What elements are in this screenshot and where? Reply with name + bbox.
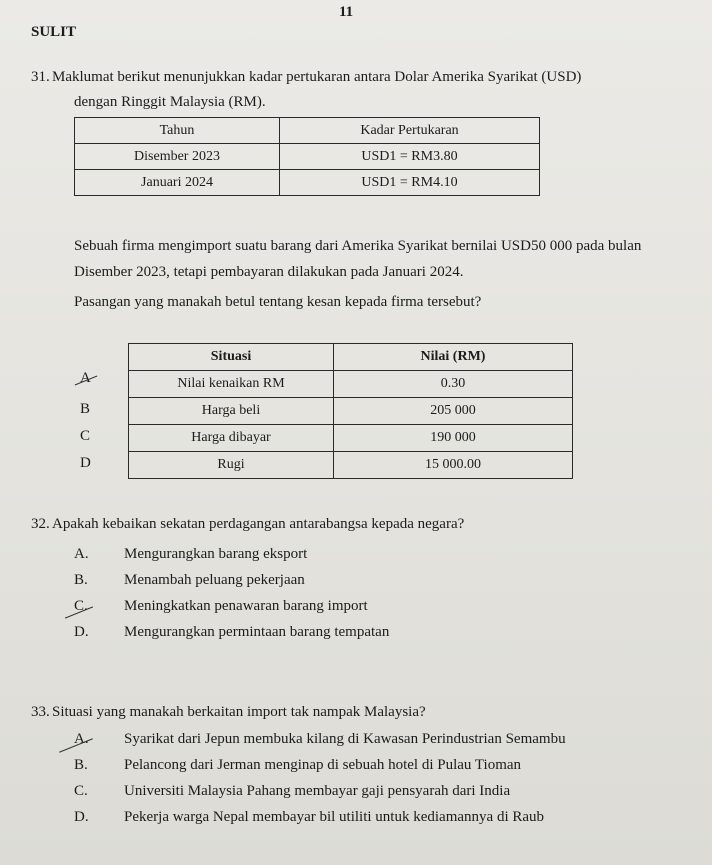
rate-table-cell: USD1 = RM4.10 [280,170,540,196]
options-table-cell: Nilai kenaikan RM [129,371,334,398]
table-row [75,170,540,196]
q31-option-a-letter[interactable]: A [80,370,91,386]
q33-option-c-text[interactable]: Universiti Malaysia Pahang membayar gaji pensyarah dari India [124,783,511,799]
table-row [129,371,573,398]
table-row [129,452,573,479]
q31-stem-line1: Maklumat berikut menunjukkan kadar pertukaran antara Dolar Amerika Syarikat (USD) [52,69,582,85]
q32-option-d-letter[interactable]: D. [74,624,89,640]
options-table-cell: 15 000.00 [334,452,573,479]
q33-option-d-text[interactable]: Pekerja warga Nepal membayar bil utiliti untuk kediamannya di Raub [124,809,545,825]
exchange-rate-table [74,117,540,196]
q33-stem: Situasi yang manakah berkaitan import tak nampak Malaysia? [52,704,426,720]
q32-option-b-letter[interactable]: B. [74,572,88,588]
options-table-cell: 205 000 [334,398,573,425]
options-table [128,343,573,479]
q33-number: 33. [31,704,50,720]
q32-number: 32. [31,516,50,532]
q31-option-d-letter[interactable]: D [80,455,91,471]
q31-option-c-letter[interactable]: C [80,428,91,444]
q31-number: 31. [31,69,50,85]
q33-option-b-letter[interactable]: B. [74,757,88,773]
q31-option-b-letter[interactable]: B [80,401,91,417]
rate-table-header-rate: Kadar Pertukaran [280,118,540,144]
q31-scenario-line1: Sebuah firma mengimport suatu barang dari Amerika Syarikat bernilai USD50 000 pada bulan [74,238,642,254]
q31-stem-line2: dengan Ringgit Malaysia (RM). [74,94,266,110]
options-table-cell: 190 000 [334,425,573,452]
rate-table-header-year: Tahun [75,118,280,144]
q31-question: Pasangan yang manakah betul tentang kesan kepada firma tersebut? [74,294,482,310]
q32-option-c-letter[interactable]: C. [74,598,88,614]
q33-option-a-text[interactable]: Syarikat dari Jepun membuka kilang di Kawasan Perindustrian Semambu [124,731,566,747]
rate-table-cell: Januari 2024 [75,170,280,196]
table-row [129,425,573,452]
options-table-cell: Harga dibayar [129,425,334,452]
options-table-cell: Rugi [129,452,334,479]
q32-option-d-text[interactable]: Mengurangkan permintaan barang tempatan [124,624,390,640]
options-table-header-situation: Situasi [129,344,334,371]
q33-option-c-letter[interactable]: C. [74,783,88,799]
q33-option-a-letter[interactable]: A. [74,731,89,747]
q32-stem: Apakah kebaikan sekatan perdagangan antarabangsa kepada negara? [52,516,465,532]
options-table-cell: 0.30 [334,371,573,398]
table-row [75,144,540,170]
q33-option-d-letter[interactable]: D. [74,809,89,825]
rate-table-cell: USD1 = RM3.80 [280,144,540,170]
classification-label: SULIT [31,24,77,40]
q32-option-a-text[interactable]: Mengurangkan barang eksport [124,546,308,562]
q32-option-a-letter[interactable]: A. [74,546,89,562]
q32-option-b-text[interactable]: Menambah peluang pekerjaan [124,572,305,588]
options-table-cell: Harga beli [129,398,334,425]
table-row [129,398,573,425]
q33-option-b-text[interactable]: Pelancong dari Jerman menginap di sebuah hotel di Pulau Tioman [124,757,522,773]
rate-table-cell: Disember 2023 [75,144,280,170]
q31-scenario-line2: Disember 2023, tetapi pembayaran dilakukan pada Januari 2024. [74,264,464,280]
page-number: 11 [339,4,354,20]
q32-option-c-text[interactable]: Meningkatkan penawaran barang import [124,598,368,614]
options-table-header-value: Nilai (RM) [334,344,573,371]
